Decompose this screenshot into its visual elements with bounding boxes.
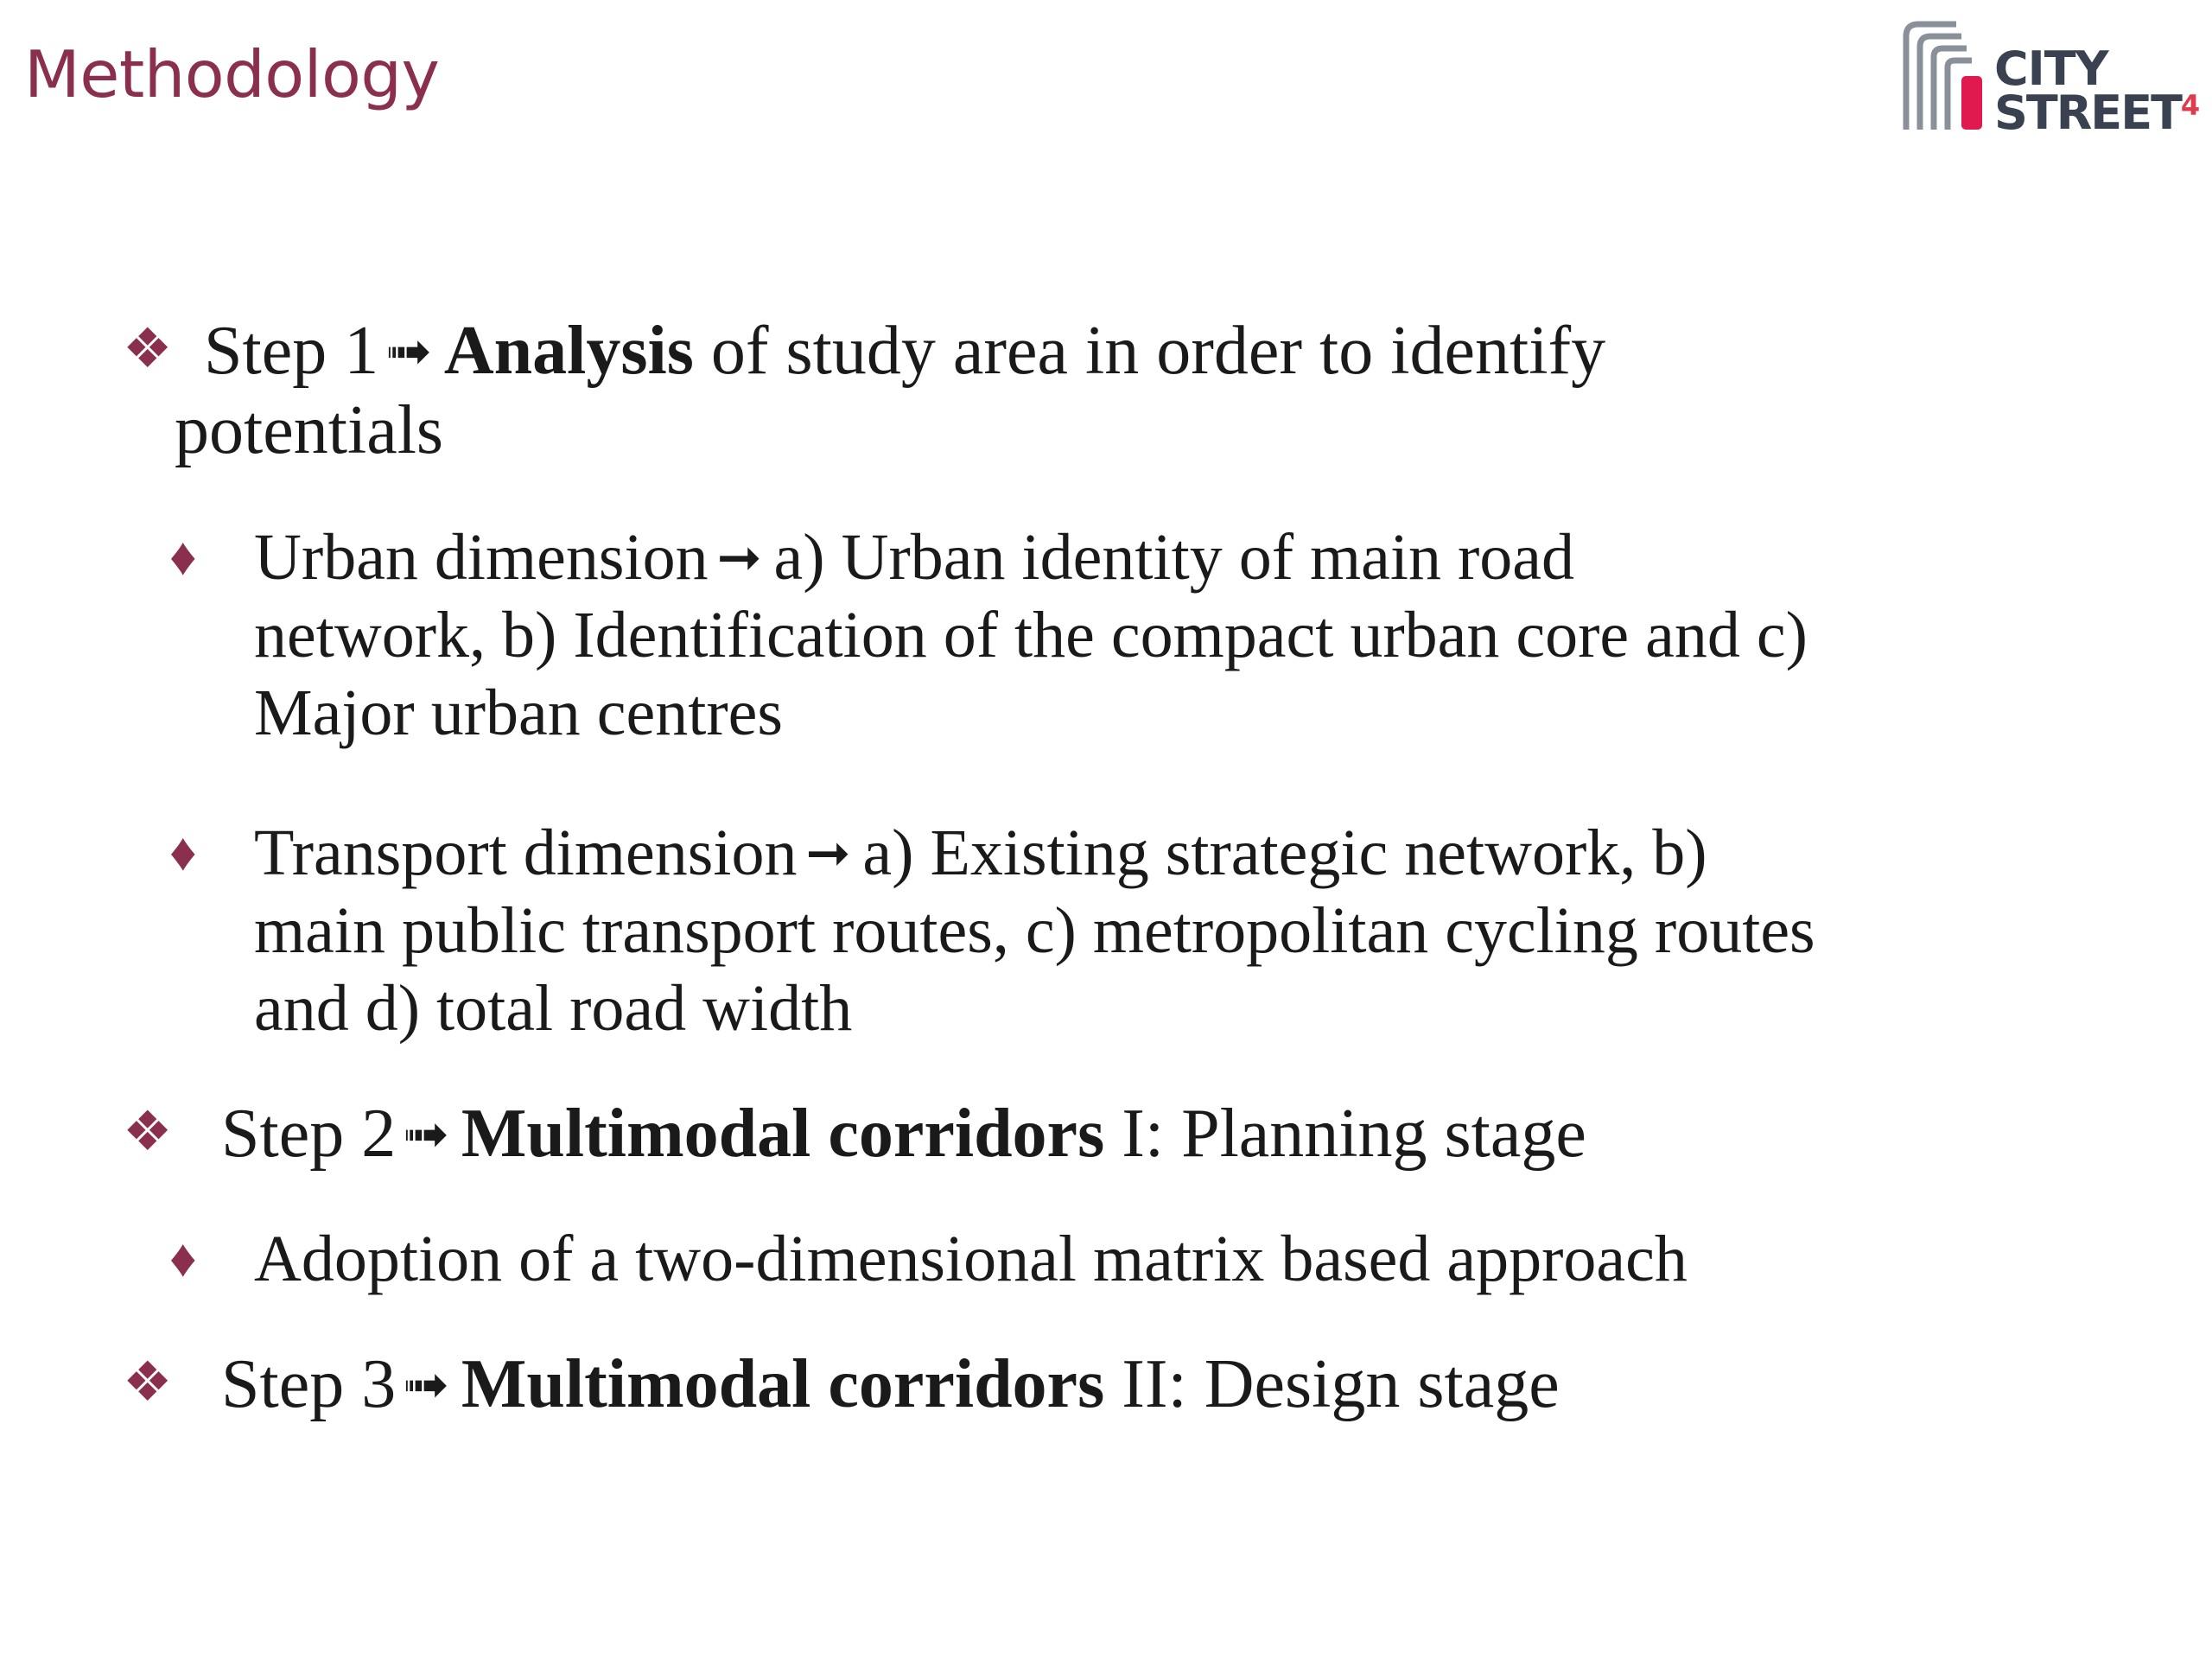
diamond-bullet-icon: ♦	[169, 528, 197, 587]
step-1-bold: Analysis	[443, 313, 694, 389]
step-1-line-1	[204, 311, 1605, 395]
diamond-bullet-icon: ♦	[169, 1230, 197, 1288]
step-2-line	[221, 1094, 1586, 1178]
logo-line-2-text: STREET	[1994, 86, 2181, 141]
step-1-line-2: potentials	[175, 392, 444, 468]
transport-dimension-lead: Transport dimension	[254, 817, 798, 889]
four-diamond-bullet-icon: ❖	[123, 1351, 173, 1413]
heavy-right-arrow-icon: ➟	[403, 1353, 449, 1417]
heavy-right-arrow-icon: ➟	[385, 320, 432, 384]
right-arrow-icon: ➞	[805, 821, 851, 884]
four-diamond-bullet-icon: ❖	[123, 1101, 173, 1162]
logo-superscript: 4	[2180, 89, 2201, 123]
step-1-rest-line-1: of study area in order to identify	[693, 313, 1606, 389]
logo-line-1: CITY	[1994, 41, 2108, 96]
diamond-bullet-icon: ♦	[169, 823, 197, 882]
urban-dimension-line-3: Major urban centres	[254, 677, 783, 749]
four-diamond-bullet-icon: ❖	[123, 318, 173, 379]
transport-dimension-line-3: and d) total road width	[254, 972, 853, 1045]
urban-dimension-text-1: a) Urban identity of main road	[773, 521, 1575, 594]
step-1-label: Step 1	[204, 313, 379, 389]
transport-dimension-text-1: a) Existing strategic network, b)	[862, 817, 1707, 889]
heavy-right-arrow-icon: ➟	[403, 1103, 449, 1166]
step-2-bold: Multimodal corridors	[461, 1096, 1105, 1172]
urban-dimension-line-1	[254, 518, 1574, 600]
transport-dimension-line-2: main public transport routes, c) metropolitan cycling routes	[254, 894, 1815, 967]
right-arrow-icon: ➞	[716, 525, 762, 588]
urban-dimension-line-2: network, b) Identification of the compact urban core and c)	[254, 599, 1808, 671]
step-2-label: Step 2	[221, 1096, 397, 1172]
step-3-rest: II: Design stage	[1104, 1346, 1560, 1422]
step-3-bold: Multimodal corridors	[461, 1346, 1105, 1422]
slide-title: Methodology	[24, 36, 440, 112]
step-3-label: Step 3	[221, 1346, 397, 1422]
step-2-rest: I: Planning stage	[1104, 1096, 1586, 1172]
matrix-approach-line: Adoption of a two-dimensional matrix based approach	[254, 1223, 1688, 1295]
urban-dimension-lead: Urban dimension	[254, 521, 709, 594]
step-3-line	[221, 1344, 1560, 1428]
transport-dimension-line-1	[254, 814, 1707, 895]
